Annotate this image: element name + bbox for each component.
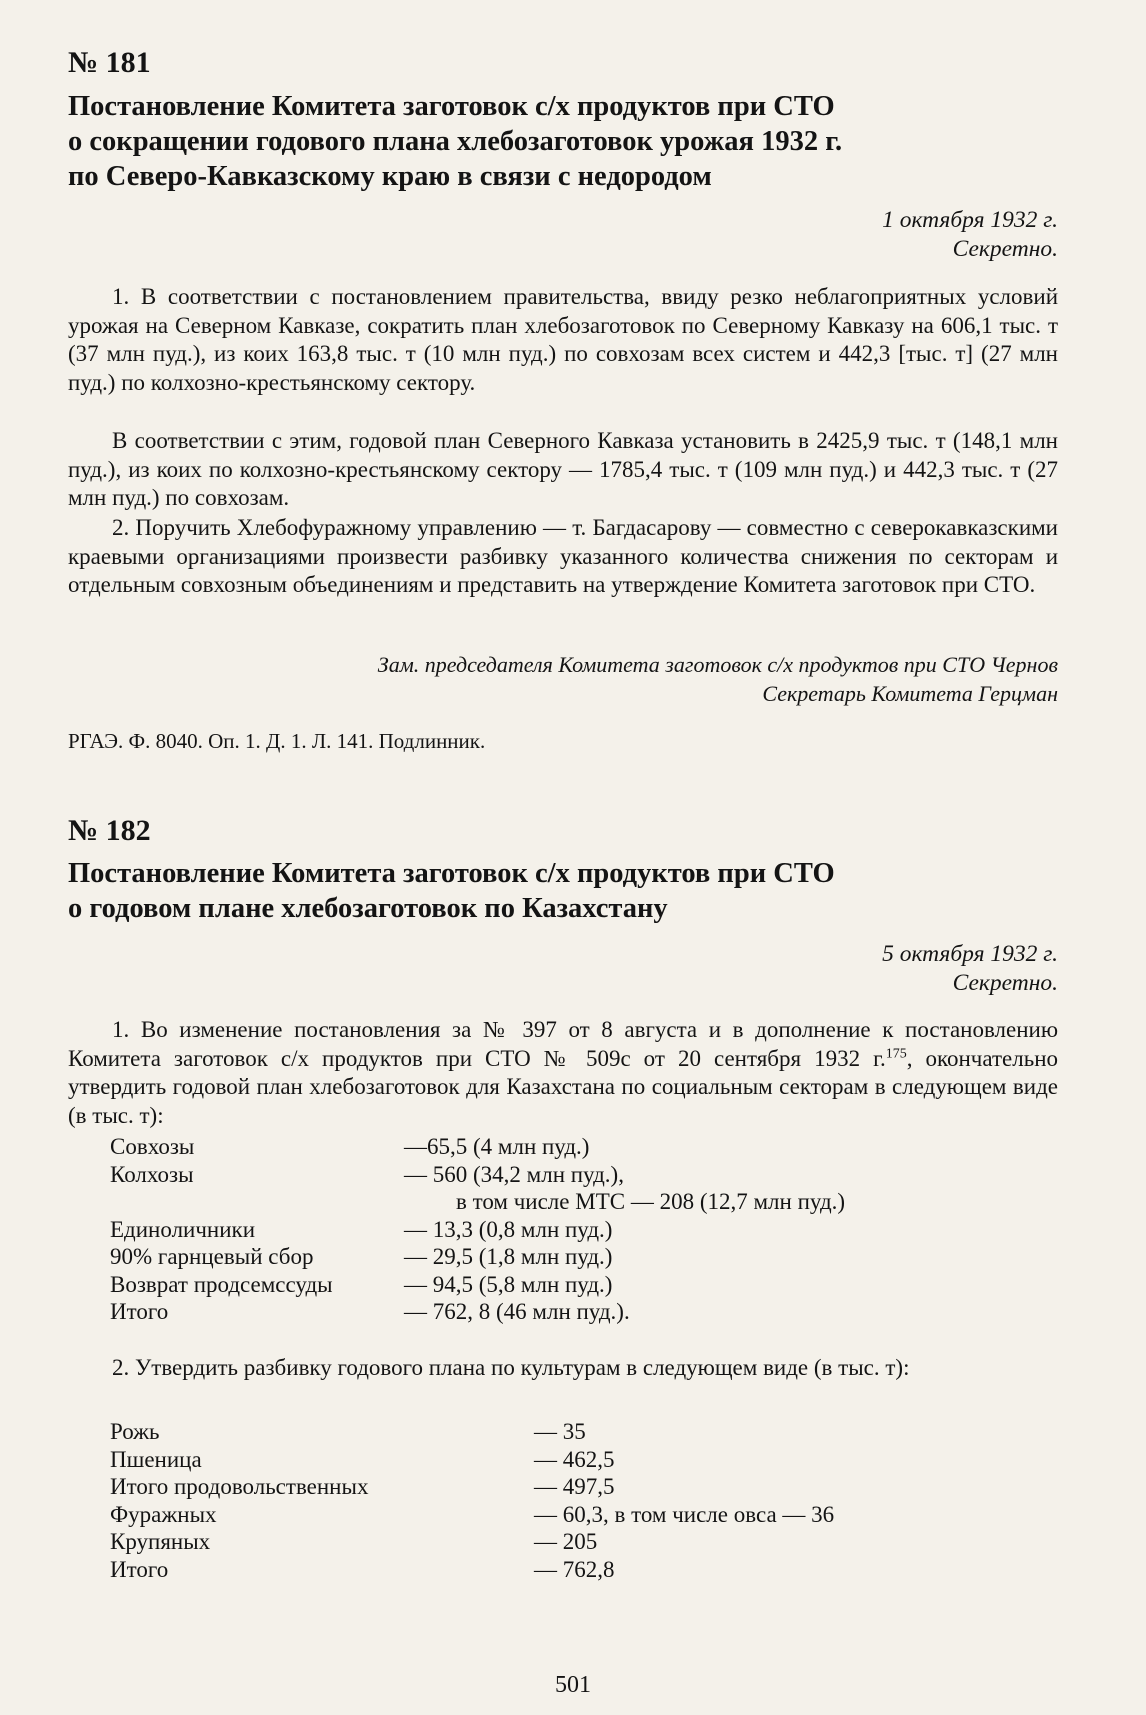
doc-181-signature-secretary: Секретарь Комитета Герцман xyxy=(762,681,1058,706)
crop-value: — 762,8 xyxy=(534,1556,615,1582)
doc-181-classification: Секретно. xyxy=(952,236,1058,262)
page-number: 501 xyxy=(555,1672,591,1698)
crop-label: Итого продовольственных xyxy=(110,1474,369,1499)
sector-value: — 762, 8 (46 млн пуд.). xyxy=(404,1299,630,1324)
doc-182-paragraph-1-end: , окончательно утвердить годовой план хлебозаготовок для Казахстана по социальным секторам в следующем виде (в тыс. т): xyxy=(68,1045,1058,1128)
sector-value: — 560 (34,2 млн пуд.), xyxy=(404,1161,624,1187)
doc-181-archive-reference: РГАЭ. Ф. 8040. Оп. 1. Д. 1. Л. 141. Подлинник. xyxy=(68,729,486,753)
doc-181-title xyxy=(68,89,1068,194)
doc-182-classification: Секретно. xyxy=(952,970,1058,996)
doc-182-paragraph-1 xyxy=(68,1016,1058,1130)
sector-value: — 94,5 (5,8 млн пуд.) xyxy=(404,1271,613,1297)
sector-value-continuation: в том числе МТС — 208 (12,7 млн пуд.) xyxy=(456,1189,846,1214)
footnote-marker: 175 xyxy=(885,1045,907,1061)
crop-label: Рожь xyxy=(110,1419,160,1444)
doc-181-signatures xyxy=(378,650,1058,708)
doc-182-meta xyxy=(882,940,1058,998)
doc-182-date: 5 октября 1932 г. xyxy=(882,941,1058,967)
doc-182-number: № 182 xyxy=(68,814,151,847)
crop-label: Итого xyxy=(110,1556,169,1582)
doc-182-paragraph-2: 2. Утвердить разбивку годового плана по культурам в следующем виде (в тыс. т): xyxy=(112,1355,910,1380)
sector-label: Возврат продсемссуды xyxy=(110,1271,333,1297)
sector-value: — 29,5 (1,8 млн пуд.) xyxy=(404,1244,613,1269)
crop-label: Крупяных xyxy=(110,1529,211,1554)
sector-label: 90% гарнцевый сбор xyxy=(110,1244,314,1269)
doc-181-meta xyxy=(882,206,1058,264)
doc-182-title-line: о годовом плане хлебозаготовок по Казахстану xyxy=(68,893,668,924)
doc-181-title-line: по Северо-Кавказскому краю в связи с недородом xyxy=(68,161,712,192)
doc-182-paragraph-1-start: 1. Во изменение постановления за № 397 от 8 августа и в дополнение к постановлению Комитета заготовок с/х продуктов при СТО № 509с от 20 сентября 1932 г. xyxy=(68,1017,1058,1071)
doc-181-paragraph-3: 2. Поручить Хлебофуражному управлению — т. Багдасарову — совместно с северокавказскими краевыми организациями произвести разбивку указанного количества снижения по секторам и отдельным совхозным объединениям и представить на утверждение Комитета заготовок при СТО. xyxy=(68,515,1058,598)
doc-181-paragraph-2: В соответствии с этим, годовой план Северного Кавказа установить в 2425,9 тыс. т (148,1 млн пуд.), из коих по колхозно-крестьянскому сектору — 1785,4 тыс. т (109 млн пуд.) и 442,3 тыс. т (27 млн пуд.) по совхозам. xyxy=(68,428,1058,511)
doc-181-signature-deputy: Зам. председателя Комитета заготовок с/х продуктов при СТО Чернов xyxy=(377,652,1058,677)
sector-label: Колхозы xyxy=(110,1161,194,1187)
crop-value: — 35 xyxy=(534,1419,586,1444)
doc-181-title-line: о сокращении годового плана хлебозаготовок урожая 1932 г. xyxy=(68,126,843,157)
doc-181-date: 1 октября 1932 г. xyxy=(882,207,1058,233)
sector-label: Итого xyxy=(110,1299,169,1324)
crop-value: — 497,5 xyxy=(534,1474,615,1499)
sector-label: Единоличники xyxy=(110,1216,256,1242)
doc-181-number: № 181 xyxy=(68,46,151,79)
doc-181-paragraph-1: 1. В соответствии с постановлением правительства, ввиду резко неблагоприятных условий урожая на Северном Кавказе, сократить план хлебозаготовок по Северному Кавказу на 606,1 тыс. т (37 млн пуд.), из коих 163,8 тыс. т (10 млн пуд.) по совхозам всех систем и 442,3 [тыс. т] (27 млн пуд.) по колхозно-крестьянскому сектору. xyxy=(68,284,1058,395)
doc-182-title xyxy=(68,856,1068,926)
doc-182-title-line: Постановление Комитета заготовок с/х продуктов при СТО xyxy=(68,858,835,889)
crop-value: — 462,5 xyxy=(534,1446,615,1472)
sector-label: Совхозы xyxy=(110,1134,195,1159)
sector-value: —65,5 (4 млн пуд.) xyxy=(404,1134,590,1159)
crop-label: Пшеница xyxy=(110,1446,202,1472)
doc-181-title-line: Постановление Комитета заготовок с/х продуктов при СТО xyxy=(68,91,835,122)
crop-value: — 205 xyxy=(534,1529,598,1554)
crop-label: Фуражных xyxy=(110,1501,217,1527)
crop-value: — 60,3, в том числе овса — 36 xyxy=(534,1501,835,1527)
sector-value: — 13,3 (0,8 млн пуд.) xyxy=(404,1216,613,1242)
